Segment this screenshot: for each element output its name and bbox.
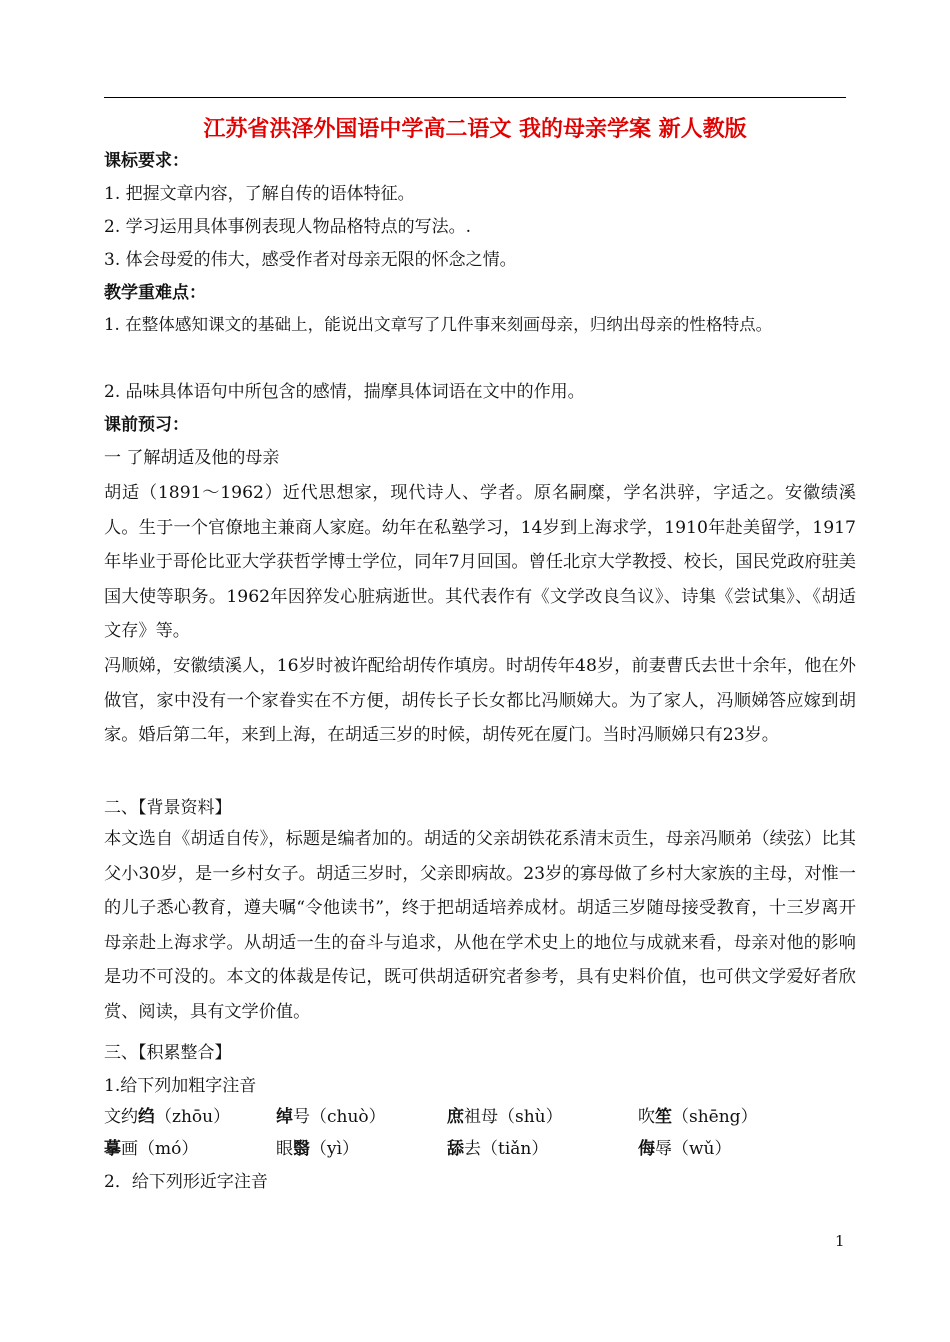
requirement-item-3: 3. 体会母爱的伟大，感受作者对母亲无限的怀念之情。 [104,250,517,270]
page-number: 1 [835,1232,845,1250]
pinyin-item: 摹画（mó） [104,1139,199,1159]
pinyin-item: 侮辱（wǔ） [638,1139,732,1159]
question-2: 2．给下列形近字注音 [104,1172,268,1192]
pinyin-item: 庶祖母（shù） [447,1107,563,1127]
part2-heading: 二、【背景资料】 [104,798,232,818]
part2-paragraph: 本文选自《胡适自传》，标题是编者加的。胡适的父亲胡铁花系清末贡生，母亲冯顺弟（续弦）比其父小30岁，是一乡村女子。胡适三岁时，父亲即病故。23岁的寡母做了乡村大家族的主母，对惟一的儿子悉心教育，遵夫嘱“令他读书”，终于把胡适培养成材。胡适三岁随母接受教育，十三岁离开母亲赴上海求学。从胡适一生的奋斗与追求，从他在学术史上的地位与成就来看，母亲对他的影响是功不可没的。本文的体裁是传记，既可供胡适研究者参考，具有史料价值，也可供文学爱好者欣赏、阅读，具有文学价值。 [104,829,856,1022]
pinyin-table [104,1106,846,1166]
key-point-item-1: 1. 在整体感知课文的基础上，能说出文章写了几件事来刻画母亲，归纳出母亲的性格特点。 [104,315,773,334]
part1-heading: 一 了解胡适及他的母亲 [104,448,280,468]
pinyin-item: 吹笙（shēng） [638,1107,758,1127]
pinyin-item: 绰号（chuò） [276,1107,386,1127]
requirement-item-2: 2. 学习运用具体事例表现人物品格特点的写法。. [104,217,472,237]
key-points-heading: 教学重难点： [104,283,206,303]
pinyin-item: 眼翳（yì） [276,1139,360,1159]
pinyin-item: 文约绉（zhōu） [104,1107,231,1127]
part1-paragraph-hushi: 胡适（1891～1962）近代思想家，现代诗人、学者。原名嗣糜，学名洪骍，字适之。安徽绩溪人。生于一个官僚地主兼商人家庭。幼年在私塾学习，14岁到上海求学，1910年赴美留学，1917年毕业于哥伦比亚大学获哲学博士学位，同年7月回国。曾任北京大学教授、校长，国民党政府驻美国大使等职务。1962年因猝发心脏病逝世。其代表作有《文学改良刍议》、诗集《尝试集》、《胡适文存》等。 [104,483,856,641]
requirement-item-1: 1. 把握文章内容，了解自传的语体特征。 [104,184,415,204]
requirements-heading: 课标要求： [104,151,189,171]
part1-paragraph-mother: 冯顺娣，安徽绩溪人，16岁时被许配给胡传作填房。时胡传年48岁，前妻曹氏去世十余年，他在外做官，家中没有一个家眷实在不方便，胡传长子长女都比冯顺娣大。为了家人，冯顺娣答应嫁到胡家。婚后第二年，来到上海，在胡适三岁的时候，胡传死在厦门。当时冯顺娣只有23岁。 [104,656,856,745]
question-1: 1.给下列加粗字注音 [104,1076,257,1096]
pinyin-item: 舔去（tiǎn） [447,1139,549,1159]
page-title: 江苏省洪泽外国语中学高二语文 我的母亲学案 新人教版 [203,116,747,142]
header-rule [104,97,846,98]
key-point-item-2: 2. 品味具体语句中所包含的感情，揣摩具体词语在文中的作用。 [104,382,585,402]
part3-heading: 三、【积累整合】 [104,1043,232,1063]
preview-heading: 课前预习： [104,415,189,435]
